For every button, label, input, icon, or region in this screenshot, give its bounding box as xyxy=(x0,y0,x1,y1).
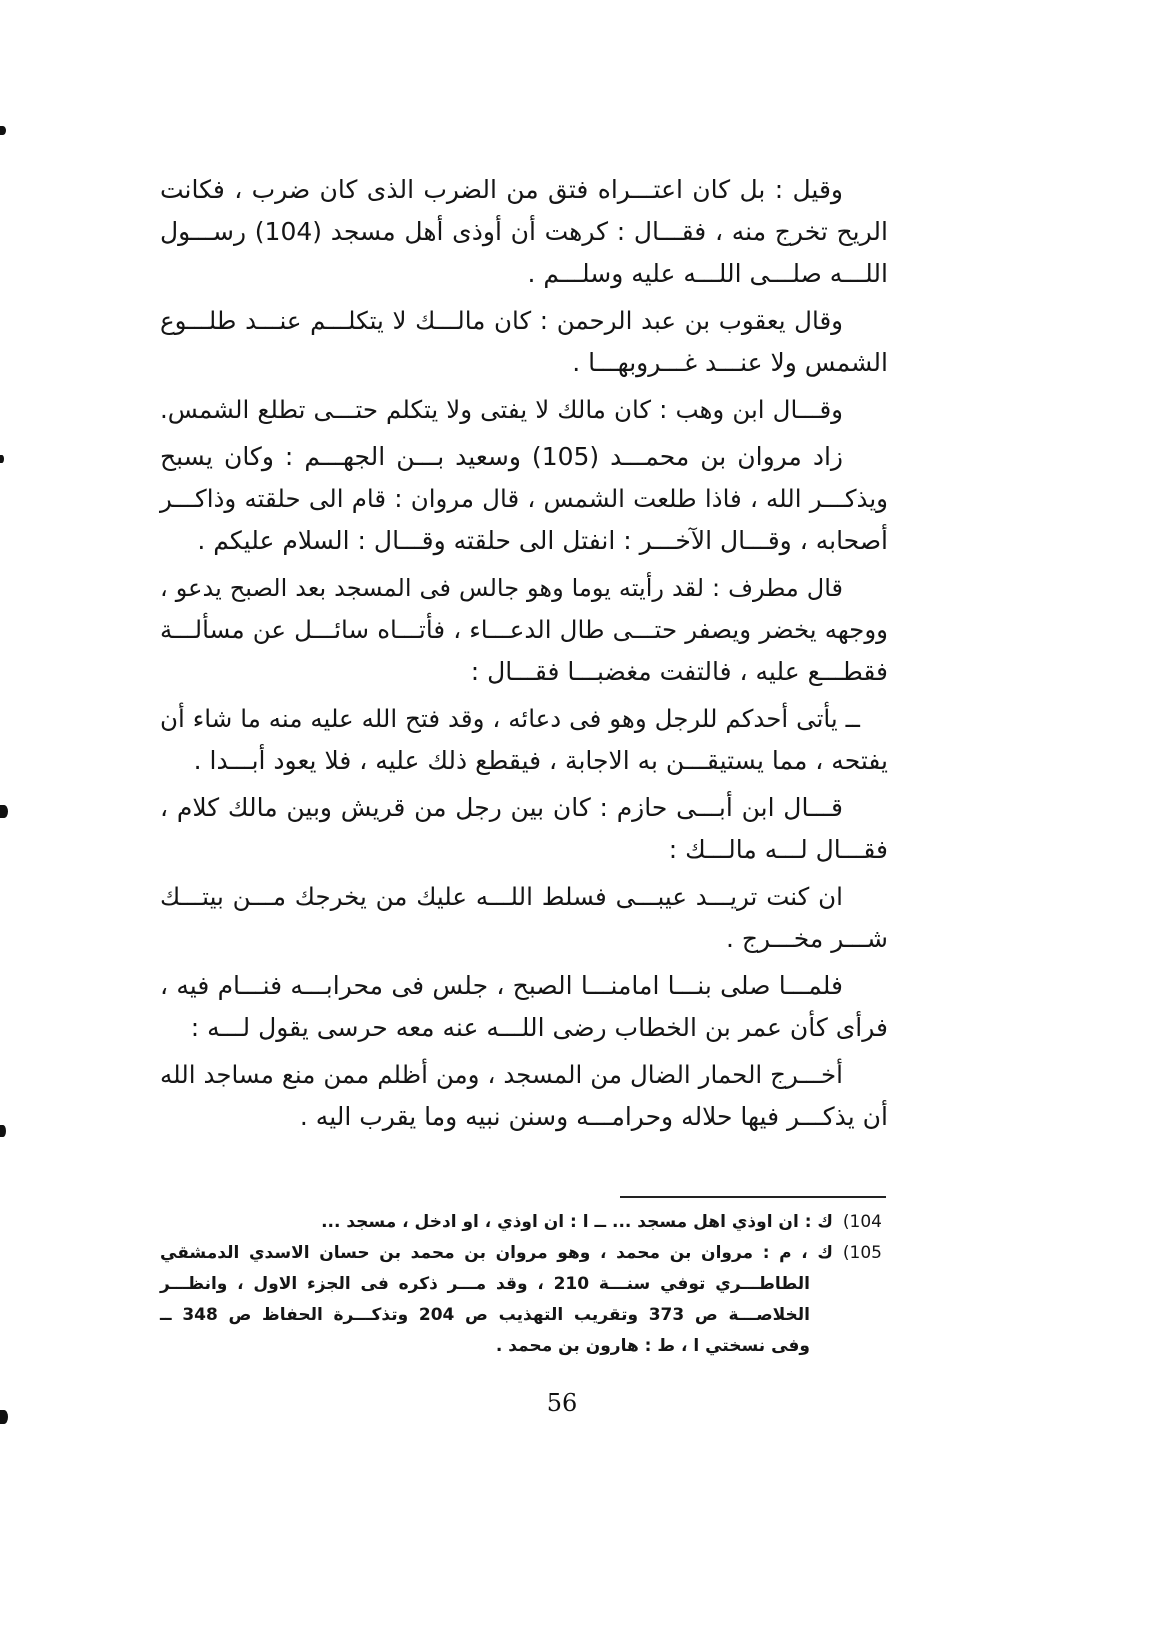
text-line xyxy=(160,436,888,478)
footnote-text: الطاطـــري توفي سنـــة 210 ، وقد مـــر ذكره فى الجزء الاول ، وانظـــر xyxy=(160,1274,810,1294)
text-line xyxy=(160,567,888,609)
paragraph xyxy=(160,389,888,431)
line-text: فقـــال لـــه مالـــك : xyxy=(668,835,888,864)
text-line xyxy=(160,965,888,1007)
paragraph xyxy=(160,876,888,960)
paragraph xyxy=(160,787,888,871)
line-text: ــ يأتى أحدكم للرجل وهو فى دعائه ، وقد فتح الله عليه منه ما شاء أن xyxy=(160,704,860,733)
text-line xyxy=(160,253,888,295)
text-line xyxy=(160,651,888,693)
line-text: أخـــرج الحمار الضال من المسجد ، ومن أظلم ممن منع مساجد الله xyxy=(160,1060,843,1089)
line-text: الشمس ولا عنـــد غـــروبهـــا . xyxy=(572,348,888,377)
paragraph xyxy=(160,567,888,693)
line-text: يفتحه ، مما يستيقـــن به الاجابة ، فيقطع ذلك عليه ، فلا يعود أبـــدا . xyxy=(193,746,888,775)
line-text: اللـــه صلـــى اللـــه عليه وسلـــم . xyxy=(527,259,888,288)
footnote-line xyxy=(160,1300,888,1331)
footnote-text: الخلاصـــة ص 373 وتقريب التهذيب ص 204 وتذكـــرة الحفاظ ص 348 ــ xyxy=(160,1305,810,1325)
text-line xyxy=(160,342,888,384)
text-line xyxy=(160,169,888,211)
footnote-text: ك : ان اوذي اهل مسجد ... ــ ا : ان اوذي ، او ادخل ، مسجد ... xyxy=(321,1212,833,1232)
footnote-line xyxy=(160,1238,888,1269)
line-text: ووجهه يخضر ويصفر حتـــى طال الدعـــاء ، فأتـــاه سائـــل عن مسألـــة xyxy=(160,615,888,644)
line-text: قـــال ابن أبـــى حازم : كان بين رجل من قريش وبين مالك كلام ، xyxy=(160,793,843,822)
text-line xyxy=(160,211,888,253)
line-text: وقال يعقوب بن عبد الرحمن : كان مالـــك لا يتكلـــم عنـــد طلـــوع xyxy=(160,306,843,335)
line-text: زاد مروان بن محمـــد (105) وسعيد بـــن الجهـــم : وكان يسبح xyxy=(160,442,843,471)
line-text: قال مطرف : لقد رأيته يوما وهو جالس فى المسجد بعد الصبح يدعو ، xyxy=(160,574,843,602)
text-line xyxy=(160,876,888,918)
text-line xyxy=(160,1054,888,1096)
line-text: وقيل : بل كان اعتـــراه فتق من الضرب الذى كان ضرب ، فكانت xyxy=(160,175,843,204)
footnote xyxy=(160,1207,888,1238)
paragraph xyxy=(160,169,888,295)
paragraph xyxy=(160,698,888,782)
line-text: فرأى كأن عمر بن الخطاب رضى اللـــه عنه معه حرسى يقول لـــه : xyxy=(190,1013,888,1042)
paragraph xyxy=(160,965,888,1049)
line-text: وقـــال ابن وهب : كان مالك لا يفتى ولا يتكلم حتـــى تطلع الشمس. xyxy=(160,395,843,424)
text-line xyxy=(160,520,888,562)
scan-mark xyxy=(0,1410,8,1424)
line-text: شـــر مخـــرج . xyxy=(726,924,888,953)
text-line xyxy=(160,1096,888,1138)
scan-mark xyxy=(0,455,4,463)
footnote-line xyxy=(160,1269,888,1300)
text-line xyxy=(160,609,888,651)
text-line xyxy=(160,698,888,740)
footnote-line xyxy=(160,1207,888,1238)
footnote-text: ك ، م : مروان بن محمد ، وهو مروان بن محمد بن حسان الاسدي الدمشقي xyxy=(160,1243,833,1263)
paragraph xyxy=(160,1054,888,1138)
paragraph xyxy=(160,436,888,562)
scan-mark xyxy=(0,805,8,818)
footnote xyxy=(160,1238,888,1362)
text-line xyxy=(160,300,888,342)
line-text: فلمـــا صلى بنـــا امامنـــا الصبح ، جلس فى محرابـــه فنـــام فيه ، xyxy=(160,971,843,1000)
text-line xyxy=(160,478,888,520)
footnote-text: وفى نسختي ا ، ط : هارون بن محمد . xyxy=(495,1336,810,1356)
footnote-separator xyxy=(620,1196,886,1198)
scan-mark xyxy=(0,126,6,135)
line-text: أصحابه ، وقـــال الآخـــر : انفتل الى حلقته وقـــال : السلام عليكم . xyxy=(197,526,888,555)
line-text: أن يذكـــر فيها حلاله وحرامـــه وسنن نبيه وما يقرب اليه . xyxy=(299,1102,888,1131)
line-text: ان كنت تريـــد عيبـــى فسلط اللـــه عليك من يخرجك مـــن بيتـــك xyxy=(160,882,843,911)
text-line xyxy=(160,787,888,829)
paragraph xyxy=(160,300,888,384)
main-text xyxy=(160,169,888,1138)
footnotes xyxy=(160,1207,888,1362)
text-line xyxy=(160,918,888,960)
text-line xyxy=(160,829,888,871)
text-line xyxy=(160,389,888,431)
footnote-line xyxy=(160,1331,888,1362)
scan-mark xyxy=(0,1125,6,1137)
text-line xyxy=(160,740,888,782)
footnote-number: (104 xyxy=(842,1212,882,1232)
page-number: 56 xyxy=(546,1389,578,1417)
text-line xyxy=(160,1007,888,1049)
line-text: فقطـــع عليه ، فالتفت مغضبـــا فقـــال : xyxy=(470,657,888,686)
line-text: الريح تخرج منه ، فقـــال : كرهت أن أوذى أهل مسجد (104) رســـول xyxy=(160,217,888,246)
footnote-number: (105 xyxy=(842,1243,882,1263)
line-text: ويذكـــر الله ، فاذا طلعت الشمس ، قال مروان : قام الى حلقته وذاكـــر xyxy=(160,484,888,513)
